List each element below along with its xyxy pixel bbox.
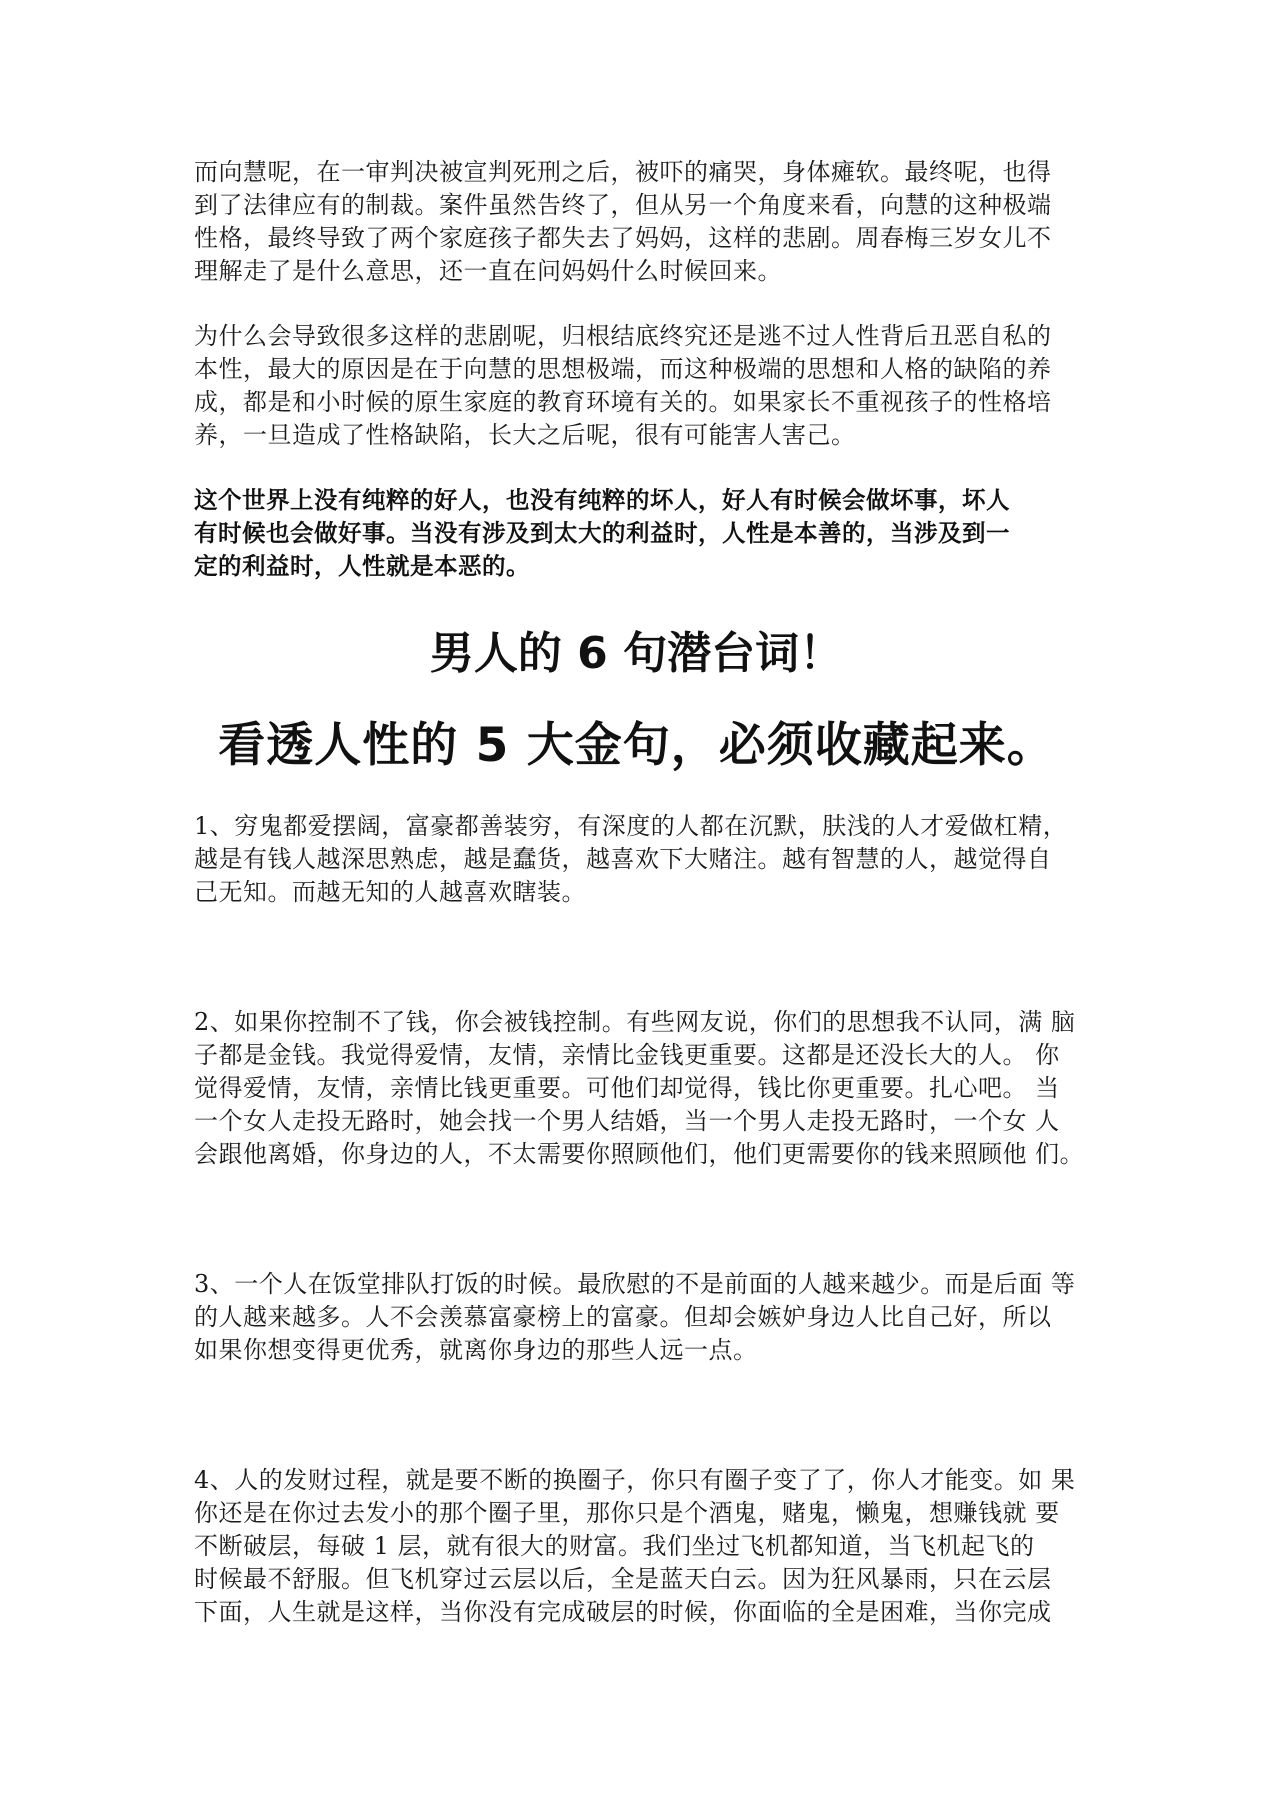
text-line: 本性，最大的原因是在于向慧的思想极端，而这种极端的思想和人格的缺陷的养 [194,355,1052,383]
text-line: 性格，最终导致了两个家庭孩子都失去了妈妈，这样的悲剧。周春梅三岁女儿不 [194,224,1052,252]
heading-men-subtext: 男人的 6 句潜台词！ [429,628,844,679]
list-item-3 [194,1268,1094,1367]
text-line: 而向慧呢，在一审判决被宣判死刑之后，被吓的痛哭，身体瘫软。最终呢，也得 [194,158,1052,186]
text-line: 己无知。而越无知的人越喜欢瞎装。 [194,878,586,906]
text-line: 一个女人走投无路时，她会找一个男人结婚，当一个男人走投无路时，一个女 人 [194,1107,1060,1135]
text-line: 有时候也会做好事。当没有涉及到太大的利益时，人性是本善的，当涉及到一 [194,519,1010,547]
text-line: 你还是在你过去发小的那个圈子里，那你只是个酒鬼，赌鬼，懒鬼，想赚钱就 要 [194,1499,1060,1527]
paragraph-cause [194,320,1094,452]
text-line: 养，一旦造成了性格缺陷，长大之后呢，很有可能害人害己。 [194,421,856,449]
list-item-2 [194,1006,1094,1171]
text-line: 到了法律应有的制裁。案件虽然告终了，但从另一个角度来看，向慧的这种极端 [194,191,1052,219]
paragraph-bold-summary [194,484,1094,583]
text-line: 子都是金钱。我觉得爱情，友情，亲情比金钱更重要。这都是还没长大的人。 你 [194,1041,1060,1069]
list-item-1 [194,810,1094,909]
text-line: 越是有钱人越深思熟虑，越是蠢货，越喜欢下大赌注。越有智慧的人，越觉得自 [194,845,1052,873]
text-line: 3、一个人在饭堂排队打饭的时候。最欣慰的不是前面的人越来越少。而是后面 等 [194,1270,1076,1298]
text-line: 不断破层，每破 1 层，就有很大的财富。我们坐过飞机都知道，当飞机起飞的 [194,1532,1035,1560]
text-line: 成，都是和小时候的原生家庭的教育环境有关的。如果家长不重视孩子的性格培 [194,388,1052,416]
text-line: 为什么会导致很多这样的悲剧呢，归根结底终究还是逃不过人性背后丑恶自私的 [194,322,1052,350]
text-line: 理解走了是什么意思，还一直在问妈妈什么时候回来。 [194,257,782,285]
text-line: 觉得爱情，友情，亲情比钱更重要。可他们却觉得，钱比你更重要。扎心吧。 当 [194,1074,1060,1102]
text-line: 如果你想变得更优秀，就离你身边的那些人远一点。 [194,1336,758,1364]
text-line: 4、人的发财过程，就是要不断的换圈子，你只有圈子变了了，你人才能变。如 果 [194,1466,1076,1494]
text-line: 2、如果你控制不了钱，你会被钱控制。有些网友说，你们的思想我不认同，满 脑 [194,1008,1076,1036]
heading-golden-quotes: 看透人性的 5 大金句，必须收藏起来。 [218,718,1055,773]
list-item-4 [194,1464,1094,1629]
text-line: 会跟他离婚，你身边的人，不太需要你照顾他们，他们更需要你的钱来照顾他 们。 [194,1140,1085,1168]
text-line: 的人越来越多。人不会羡慕富豪榜上的富豪。但却会嫉妒身边人比自己好，所以 [194,1303,1052,1331]
text-line: 下面，人生就是这样，当你没有完成破层的时候，你面临的全是困难，当你完成 [194,1598,1052,1626]
paragraph-verdict [194,156,1094,288]
text-line: 时候最不舒服。但飞机穿过云层以后，全是蓝天白云。因为狂风暴雨，只在云层 [194,1565,1052,1593]
text-line: 1、穷鬼都爱摆阔，富豪都善装穷，有深度的人都在沉默，肤浅的人才爱做杠精， [194,812,1068,840]
text-line: 定的利益时，人性就是本恶的。 [194,552,530,580]
text-line: 这个世界上没有纯粹的好人，也没有纯粹的坏人，好人有时候会做坏事，坏人 [194,486,1010,514]
